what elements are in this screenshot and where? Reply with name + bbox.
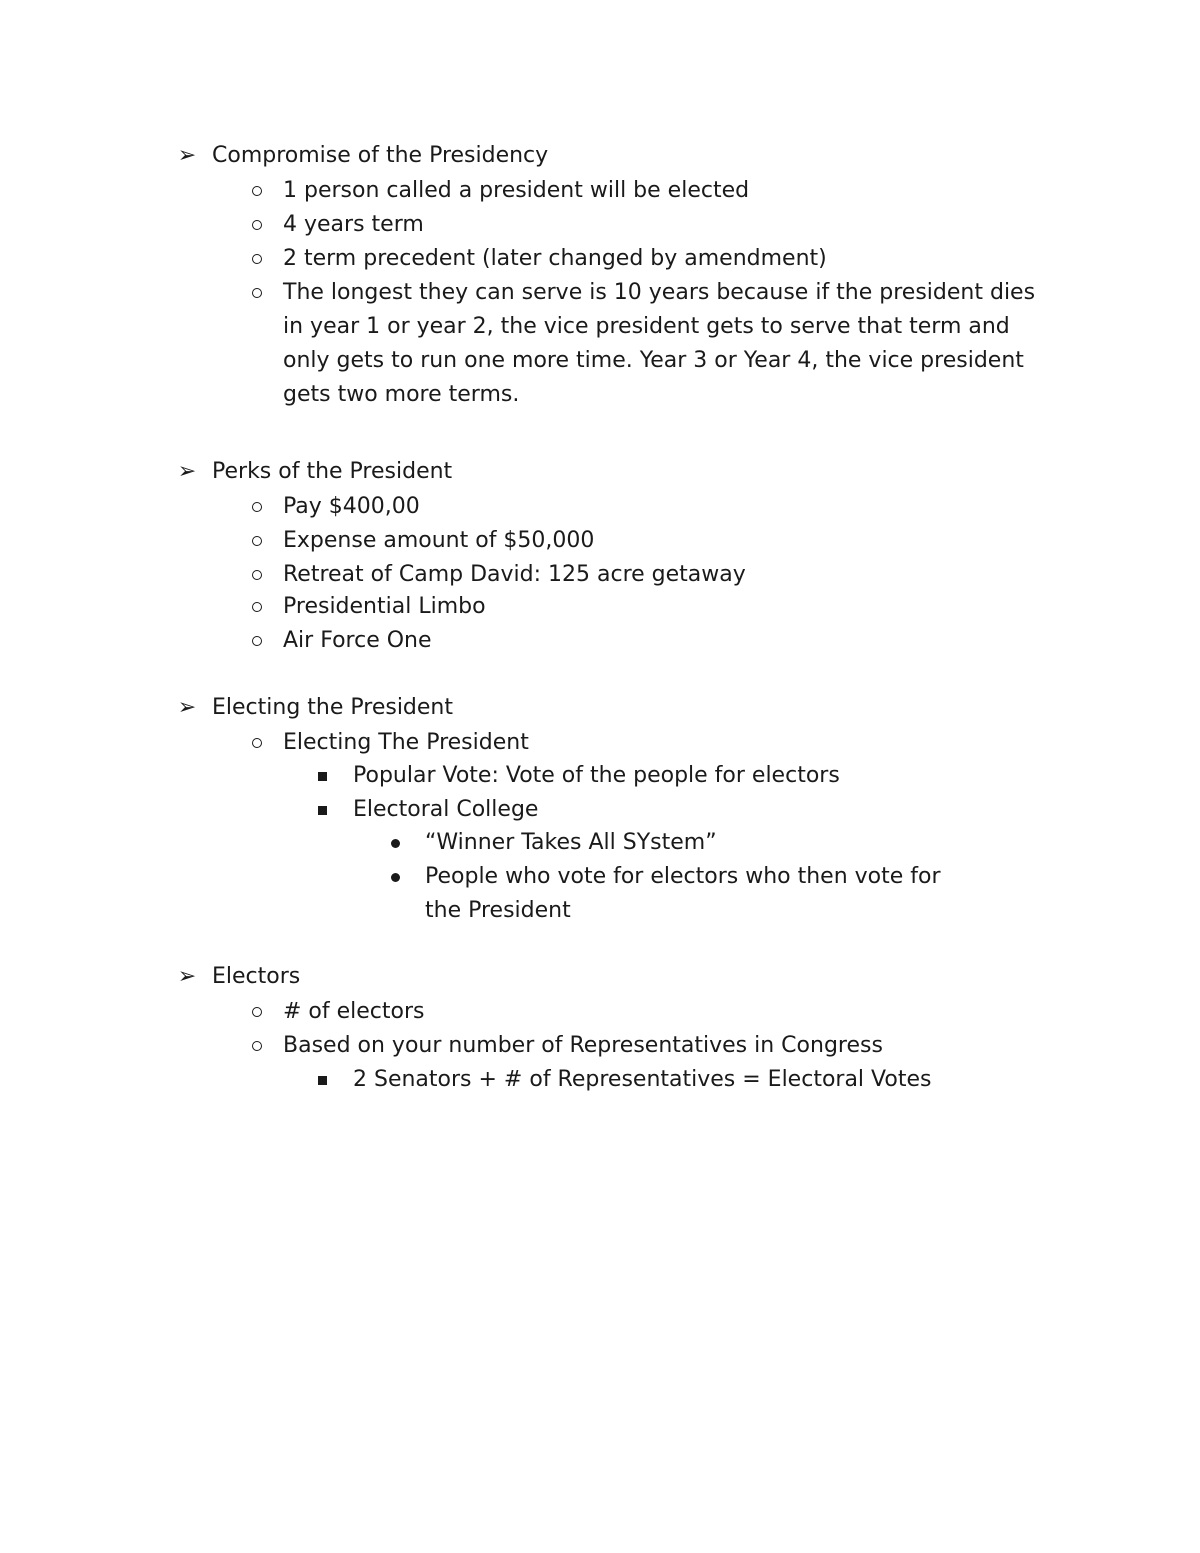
list-subitem: Electoral College	[353, 797, 539, 822]
circle-bullet-icon	[252, 1007, 262, 1017]
dot-bullet-icon	[391, 839, 400, 848]
section-heading: Electing the President	[212, 695, 454, 720]
arrow-bullet-icon: ➢	[177, 459, 197, 484]
circle-bullet-icon	[252, 1041, 262, 1051]
circle-bullet-icon	[252, 570, 262, 580]
list-item: 4 years term	[283, 212, 424, 237]
list-item: Electing The President	[283, 730, 529, 755]
circle-bullet-icon	[252, 254, 262, 264]
list-item: Presidential Limbo	[283, 594, 486, 619]
arrow-bullet-icon: ➢	[177, 143, 197, 168]
list-subsubitem-paragraph: People who vote for electors who then vote for the President	[425, 864, 941, 923]
circle-bullet-icon	[252, 636, 262, 646]
section-heading: Perks of the President	[212, 459, 453, 484]
arrow-bullet-icon: ➢	[177, 964, 197, 989]
square-bullet-icon	[318, 806, 327, 815]
circle-bullet-icon	[252, 220, 262, 230]
section-heading: Compromise of the Presidency	[212, 143, 549, 168]
square-bullet-icon	[318, 1076, 327, 1085]
square-bullet-icon	[318, 772, 327, 781]
list-item: 1 person called a president will be elected	[283, 178, 750, 203]
list-subsubitem: “Winner Takes All SYstem”	[425, 830, 717, 855]
arrow-bullet-icon: ➢	[177, 695, 197, 720]
list-item: Pay $400,00	[283, 494, 420, 519]
circle-bullet-icon	[252, 602, 262, 612]
circle-bullet-icon	[252, 186, 262, 196]
circle-bullet-icon	[252, 536, 262, 546]
circle-bullet-icon	[252, 738, 262, 748]
list-item: Based on your number of Representatives in Congress	[283, 1033, 883, 1058]
list-item: Retreat of Camp David: 125 acre getaway	[283, 562, 746, 587]
list-item: # of electors	[283, 999, 425, 1024]
list-item-paragraph: The longest they can serve is 10 years because if the president dies in year 1 or year 2, the vice president gets to serve that term and only gets to run one more time. Year 3 or Year 4, the vice president gets two more terms.	[283, 280, 1036, 407]
list-item: Air Force One	[283, 628, 432, 653]
section-heading: Electors	[212, 964, 301, 989]
list-item: Expense amount of $50,000	[283, 528, 595, 553]
list-subitem: 2 Senators + # of Representatives = Electoral Votes	[353, 1067, 932, 1092]
circle-bullet-icon	[252, 502, 262, 512]
list-item: 2 term precedent (later changed by amendment)	[283, 246, 827, 271]
circle-bullet-icon	[252, 288, 262, 298]
dot-bullet-icon	[391, 873, 400, 882]
list-subitem: Popular Vote: Vote of the people for electors	[353, 763, 840, 788]
